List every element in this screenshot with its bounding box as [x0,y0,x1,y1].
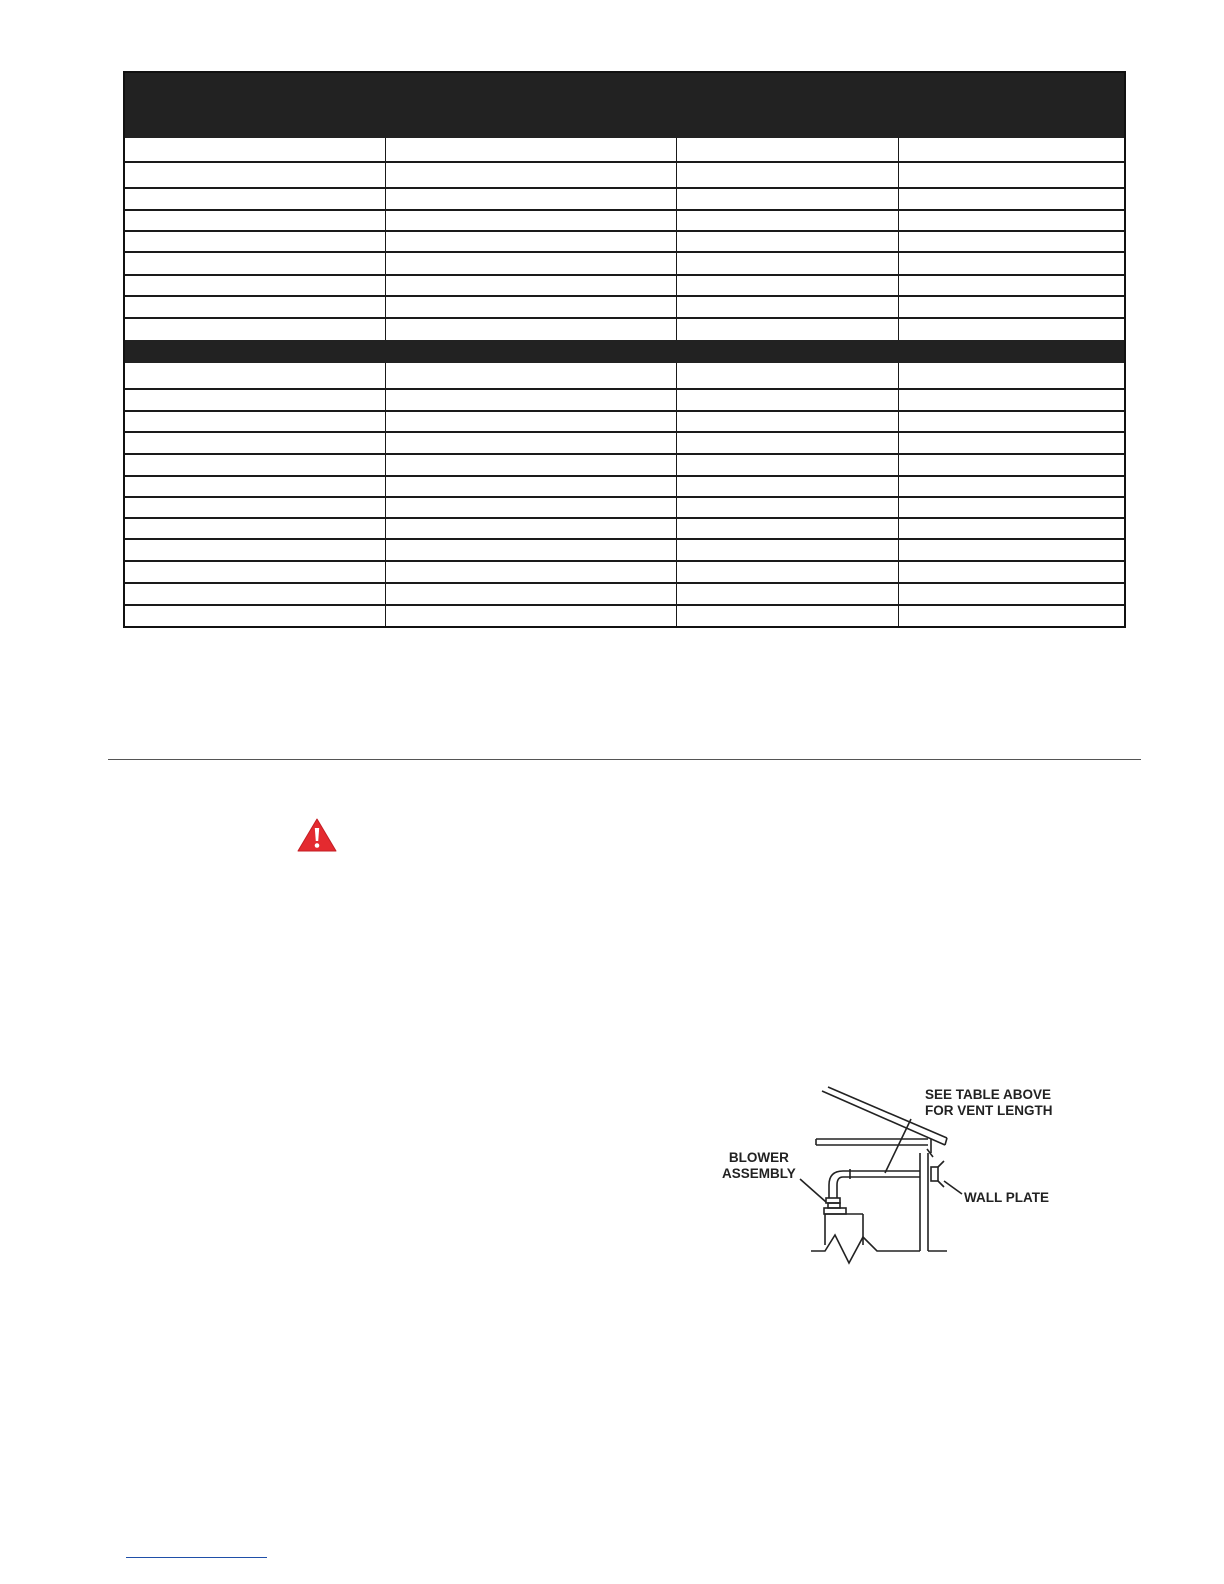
table-row [125,251,1124,253]
table-row [125,274,1124,276]
table-row [125,604,1124,606]
table-header [125,73,1124,138]
table-row [125,496,1124,498]
table-column-divider [385,363,386,626]
table-row [125,582,1124,584]
table-column-divider [385,138,386,340]
table-column-divider [898,363,899,626]
table-row [125,475,1124,477]
figure-label-vent-length: SEE TABLE ABOVE FOR VENT LENGTH [925,1087,1053,1118]
warning-triangle-icon [297,818,337,852]
table-row [125,410,1124,412]
table-row [125,295,1124,297]
table-row [125,517,1124,519]
footer-link-underline[interactable] [126,1557,267,1558]
table-column-divider [676,138,677,340]
table-row [125,560,1124,562]
table-row [125,161,1124,163]
figure-label-blower-assembly: BLOWER ASSEMBLY [722,1150,796,1181]
table-column-divider [676,363,677,626]
table-row [125,209,1124,211]
section-divider [108,759,1141,760]
table-row [125,230,1124,232]
figure-label-wall-plate: WALL PLATE [964,1190,1049,1205]
table-section-header [125,340,1124,363]
table-row [125,538,1124,540]
table-row [125,431,1124,433]
vent-length-table [123,71,1126,628]
table-row [125,388,1124,390]
vent-installation-figure [715,1085,1075,1275]
table-row [125,453,1124,455]
table-column-divider [898,138,899,340]
table-row [125,317,1124,319]
table-row [125,187,1124,189]
